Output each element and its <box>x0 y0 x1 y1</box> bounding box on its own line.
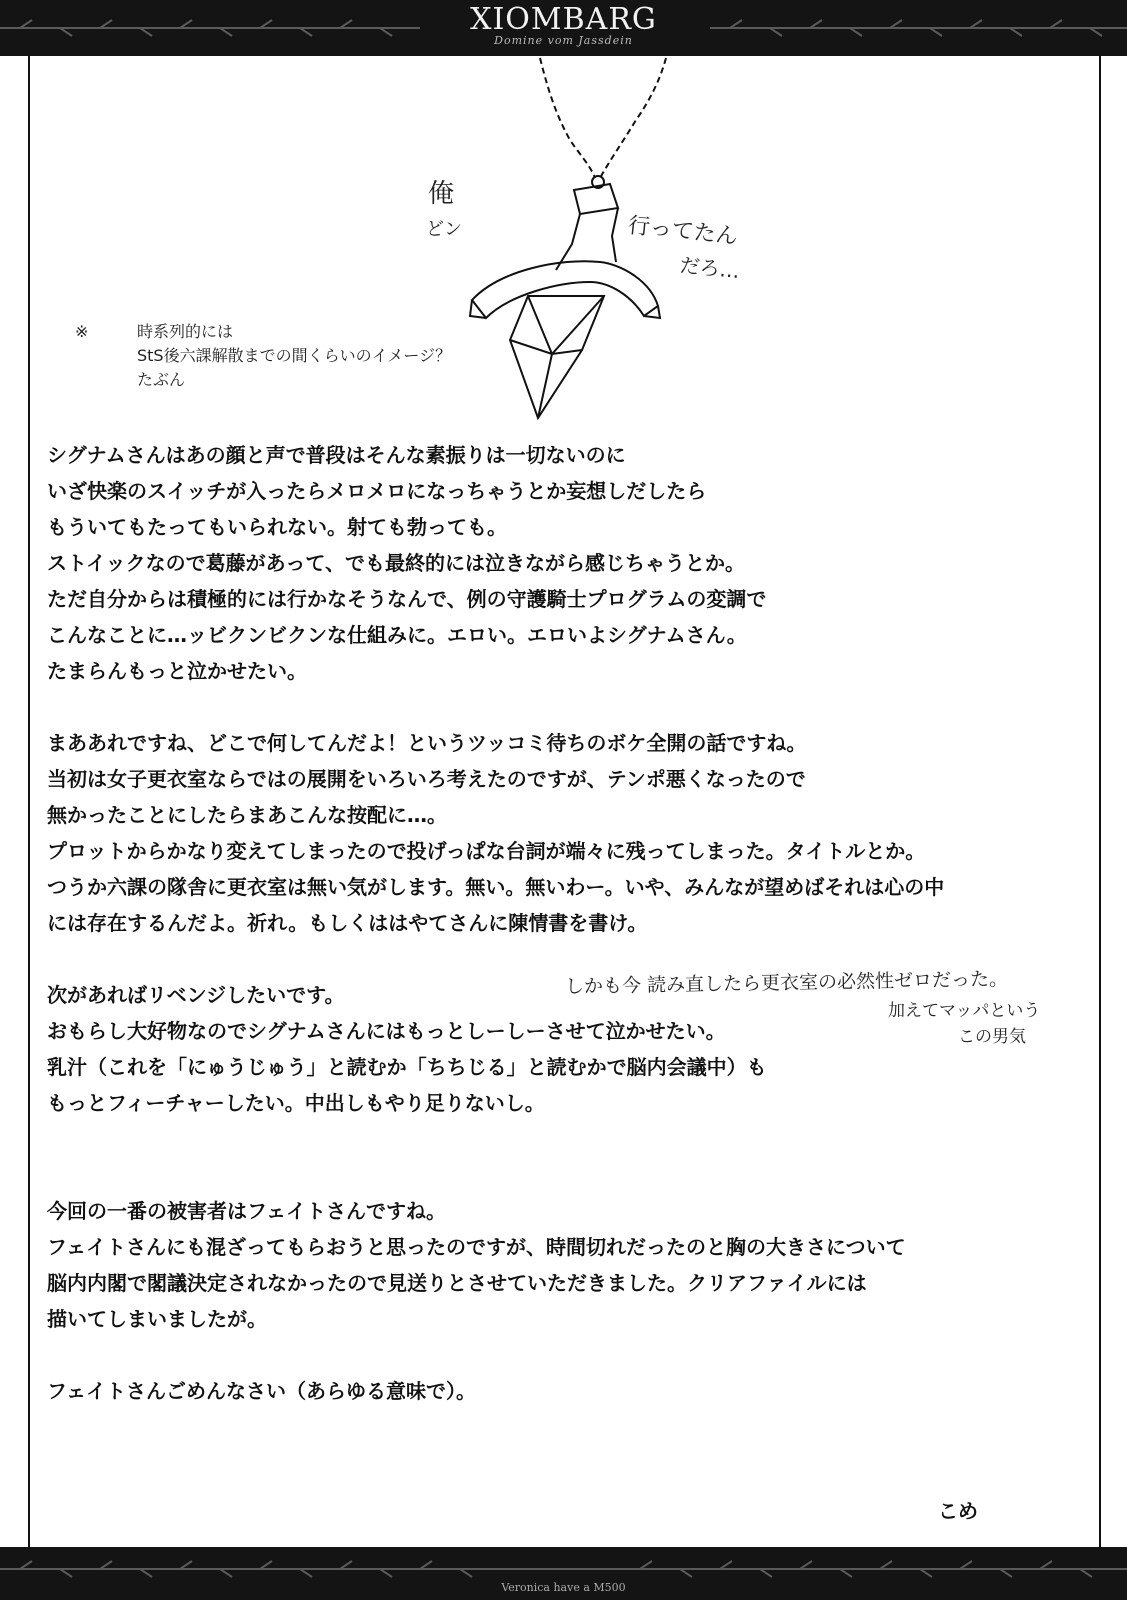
handwritten-aside-3: この男気 <box>958 1027 1026 1047</box>
body-line <box>47 1157 1087 1193</box>
header-subtitle: Domine vom Jassdein <box>494 34 633 47</box>
body-line: 当初は女子更衣室ならではの展開をいろいろ考えたのですが、テンポ悪くなったので <box>47 767 806 791</box>
footer-band <box>0 1547 1127 1600</box>
body-line: プロットからかなり変えてしまったので投げっぱな台詞が端々に残ってしまった。タイトルとか。 <box>47 839 926 863</box>
handwritten-ore: 俺 <box>428 179 455 209</box>
body-line: こんなことに…ッビクンビクンな仕組みに。エロい。エロいよシグナムさん。 <box>47 623 747 647</box>
note-line: StS後六課解散までの間くらいのイメージ？ <box>137 346 452 365</box>
body-line: フェイトさんごめんなさい（あらゆる意味で）。 <box>47 1379 476 1403</box>
afterword-body <box>47 437 1087 1409</box>
handwritten-daro: だろ… <box>678 252 741 284</box>
body-line: まああれですね、どこで何してんだよ！というツッコミ待ちのボケ全開の話ですね。 <box>47 731 807 755</box>
body-line <box>47 1121 1087 1157</box>
handwritten-aside-2: 加えてマッパという <box>888 1001 1041 1021</box>
body-line: フェイトさんにも混ざってもらおうと思ったのですが、時間切れだったのと胸の大きさについて <box>47 1235 906 1259</box>
body-line: つうか六課の隊舎に更衣室は無い気がします。無い。無いわー。いや、みんなが望めばそれは心の中 <box>47 875 945 899</box>
body-line: 描いてしまいましたが。 <box>47 1307 267 1331</box>
body-line: もっとフィーチャーしたい。中出しもやり足りないし。 <box>47 1091 545 1115</box>
body-line: ストイックなので葛藤があって、でも最終的には泣きながら感じちゃうとか。 <box>47 551 745 575</box>
body-line: 脳内内閣で閣議決定されなかったので見送りとさせていただきました。クリアファイルには <box>47 1271 867 1295</box>
body-line: シグナムさんはあの顔と声で普段はそんな素振りは一切ないのに <box>47 443 626 467</box>
reference-mark: ※ <box>75 322 89 341</box>
body-line: たまらんもっと泣かせたい。 <box>47 659 307 683</box>
body-line: ただ自分からは積極的には行かなそうなんで、例の守護騎士プログラムの変調で <box>47 587 767 611</box>
body-line: もういてもたってもいられない。射ても勃っても。 <box>47 515 507 539</box>
body-line <box>47 689 1087 725</box>
body-line: 次があればリベンジしたいです。 <box>47 983 345 1007</box>
author-signature: こめ <box>938 1499 978 1523</box>
body-line: には存在するんだよ。祈れ。もしくははやてさんに陳情書を書け。 <box>47 911 648 935</box>
body-line <box>47 1337 1087 1373</box>
handwritten-itte: 行ってたん <box>626 213 739 250</box>
header-title: XIOMBARG <box>470 2 657 37</box>
note-line: 時系列的には <box>137 322 234 341</box>
body-line: おもらし大好物なのでシグナムさんにはもっとしーしーさせて泣かせたい。 <box>47 1019 726 1043</box>
body-line: 乳汁（これを「にゅうじゅう」と読むか「ちちじる」と読むかで脳内会議中）も <box>47 1055 767 1079</box>
handwritten-aside-1: しかも今 読み直したら更衣室の必然性ゼロだった。 <box>564 968 1009 998</box>
footer-caption: Veronica have a M500 <box>501 1581 626 1594</box>
handwritten-don: どン <box>426 219 462 240</box>
body-line: 今回の一番の被害者はフェイトさんですね。 <box>47 1199 446 1223</box>
body-line: いざ快楽のスイッチが入ったらメロメロになっちゃうとか妄想しだしたら <box>47 479 707 503</box>
note-line: たぶん <box>137 370 186 389</box>
body-line: 無かったことにしたらまあこんな按配に…。 <box>47 803 447 827</box>
